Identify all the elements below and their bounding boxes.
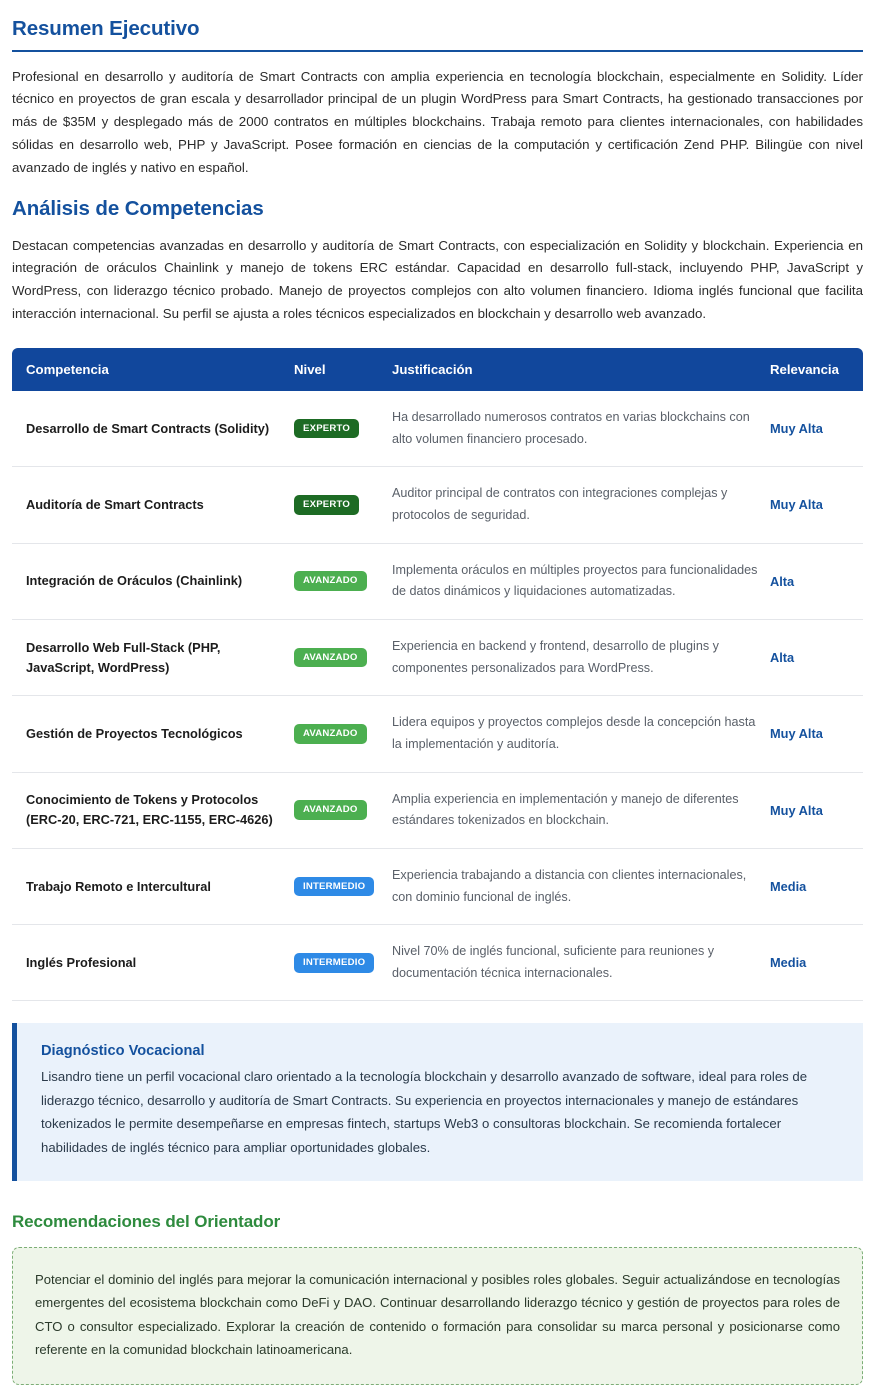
table-row: [12, 772, 863, 848]
cell-competency: Desarrollo Web Full-Stack (PHP, JavaScript, WordPress): [12, 619, 294, 695]
cell-competency: Trabajo Remoto e Intercultural: [12, 848, 294, 924]
level-badge: AVANZADO: [294, 648, 367, 668]
cell-relevance: Media: [770, 925, 863, 1001]
cell-level: [294, 848, 392, 924]
cell-level: [294, 619, 392, 695]
section-executive-summary: [12, 0, 863, 180]
section-competency-analysis: [12, 180, 863, 1002]
cell-justification: Ha desarrollado numerosos contratos en varias blockchains con alto volumen financiero procesado.: [392, 391, 770, 467]
competency-table-head: [12, 348, 863, 391]
cell-competency: Gestión de Proyectos Tecnológicos: [12, 696, 294, 772]
cell-relevance: Media: [770, 848, 863, 924]
cell-relevance: Alta: [770, 619, 863, 695]
cell-relevance: Alta: [770, 543, 863, 619]
table-row: [12, 848, 863, 924]
cell-relevance: Muy Alta: [770, 467, 863, 543]
cell-level: [294, 772, 392, 848]
level-badge: AVANZADO: [294, 724, 367, 744]
cell-competency: Integración de Oráculos (Chainlink): [12, 543, 294, 619]
section-recommendations: [12, 1205, 863, 1385]
cell-level: [294, 543, 392, 619]
cell-relevance: Muy Alta: [770, 772, 863, 848]
table-row: [12, 467, 863, 543]
level-badge: EXPERTO: [294, 495, 359, 515]
cell-competency: Auditoría de Smart Contracts: [12, 467, 294, 543]
cell-justification: Nivel 70% de inglés funcional, suficiente para reuniones y documentación técnica internacionales.: [392, 925, 770, 1001]
cell-relevance: Muy Alta: [770, 696, 863, 772]
cell-level: [294, 925, 392, 1001]
cell-justification: Amplia experiencia en implementación y manejo de diferentes estándares tokenizados en blockchain.: [392, 772, 770, 848]
competency-table-body: [12, 391, 863, 1001]
table-row: [12, 925, 863, 1001]
table-row: [12, 619, 863, 695]
table-row: [12, 696, 863, 772]
recommendations-title: Recomendaciones del Orientador: [12, 1212, 281, 1232]
level-badge: EXPERTO: [294, 419, 359, 439]
competency-analysis-intro: Destacan competencias avanzadas en desarrollo y auditoría de Smart Contracts, con especialización en Solidity y blockchain. Experiencia en integración de oráculos Chainlink y manejo de tokens ERC estándar. Capacidad en desarrollo full-stack, incluyendo PHP, JavaScript y WordPress, con liderazgo técnico probado. Manejo de proyectos complejos con alto volumen financiero. Idioma inglés funcional que facilita interacción internacional. Su perfil se ajusta a roles técnicos especializados en blockchain y desarrollo web avanzado.: [12, 237, 863, 322]
level-badge: INTERMEDIO: [294, 877, 374, 897]
vocational-diagnosis-title: Diagnóstico Vocacional: [41, 1043, 205, 1060]
table-row: [12, 543, 863, 619]
table-header-row: [12, 348, 863, 391]
column-header-level[interactable]: Nivel: [294, 348, 392, 391]
cell-competency: Inglés Profesional: [12, 925, 294, 1001]
recommendations-box: [12, 1247, 863, 1385]
cell-level: [294, 391, 392, 467]
cell-relevance: Muy Alta: [770, 391, 863, 467]
level-badge: AVANZADO: [294, 571, 367, 591]
cell-competency: Desarrollo de Smart Contracts (Solidity): [12, 391, 294, 467]
executive-summary-title: Resumen Ejecutivo: [12, 0, 863, 52]
table-row: [12, 391, 863, 467]
column-header-relevance[interactable]: Relevancia: [770, 348, 863, 391]
cell-competency: Conocimiento de Tokens y Protocolos (ERC-20, ERC-721, ERC-1155, ERC-4626): [12, 772, 294, 848]
competency-table-wrapper: [12, 348, 863, 1002]
level-badge: INTERMEDIO: [294, 953, 374, 973]
column-header-competency[interactable]: Competencia: [12, 348, 294, 391]
cell-justification: Auditor principal de contratos con integraciones complejas y protocolos de seguridad.: [392, 467, 770, 543]
competency-analysis-title: Análisis de Competencias: [12, 196, 264, 220]
cell-justification: Experiencia trabajando a distancia con clientes internacionales, con dominio funcional de inglés.: [392, 848, 770, 924]
vocational-diagnosis-callout: [12, 1023, 863, 1181]
executive-summary-body: Profesional en desarrollo y auditoría de Smart Contracts con amplia experiencia en tecnología blockchain, especialmente en Solidity. Líder técnico en proyectos de gran escala y desarrollador principal de un plugin WordPress para Smart Contracts, ha gestionado transacciones por más de $35M y desplegado más de 2000 contratos en múltiples blockchains. Trabaja remoto para clientes internacionales, con habilidades sólidas en desarrollo web, PHP y JavaScript. Posee formación en ciencias de la computación y certificación Zend PHP. Bilingüe con nivel avanzado de inglés y nativo en español.: [12, 68, 863, 176]
cell-justification: Lidera equipos y proyectos complejos desde la concepción hasta la implementación y auditoría.: [392, 696, 770, 772]
recommendations-body: Potenciar el dominio del inglés para mejorar la comunicación internacional y posibles roles globales. Seguir actualizándose en tecnologías emergentes del ecosistema blockchain como DeFi y DAO. Continuar desarrollando liderazgo técnico y gestión de proyectos para roles de CTO o consultor especializado. Explorar la creación de contenido o formación para consolidar su marca personal y posicionarse como referente en la comunidad blockchain latinoamericana.: [35, 1271, 840, 1358]
column-header-justification[interactable]: Justificación: [392, 348, 770, 391]
cell-justification: Experiencia en backend y frontend, desarrollo de plugins y componentes personalizados para WordPress.: [392, 619, 770, 695]
cell-level: [294, 467, 392, 543]
cell-level: [294, 696, 392, 772]
vocational-diagnosis-body: Lisandro tiene un perfil vocacional claro orientado a la tecnología blockchain y desarrollo avanzado de software, ideal para roles de liderazgo técnico, desarrollo y auditoría de Smart Contracts. Su experiencia en proyectos internacionales y manejo de estándares tokenizados le permite desempeñarse en empresas fintech, startups Web3 o consultoras blockchain. Se recomienda fortalecer habilidades de inglés técnico para ampliar oportunidades globales.: [41, 1069, 808, 1155]
level-badge: AVANZADO: [294, 800, 367, 820]
competency-table: [12, 348, 863, 1002]
cell-justification: Implementa oráculos en múltiples proyectos para funcionalidades de datos dinámicos y liquidaciones automatizadas.: [392, 543, 770, 619]
